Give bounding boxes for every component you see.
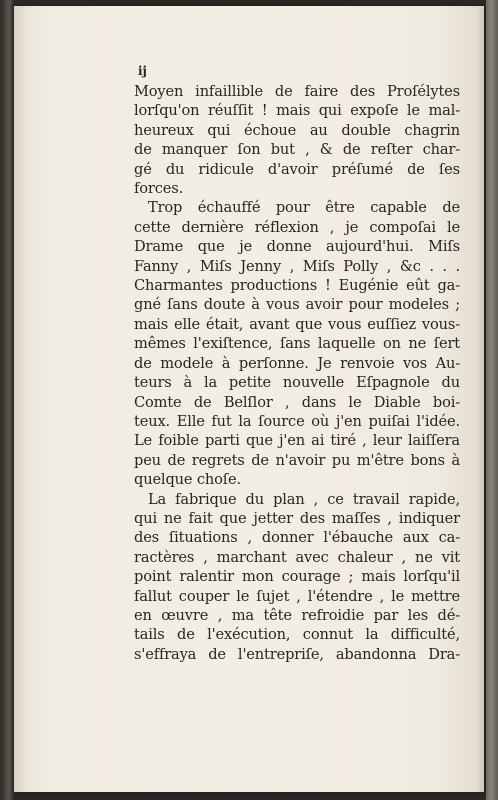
text-line: fallut couper le ſujet , l'étendre , le mettre — [134, 587, 460, 605]
text-line: Fanny , Miſs Jenny , Miſs Polly , &c . . . — [134, 257, 460, 275]
text-line: Moyen infaillible de faire des Proſélytes — [134, 83, 460, 100]
text-line: ractères , marchant avec chaleur , ne vit — [134, 548, 460, 566]
text-line: quelque choſe. — [134, 471, 241, 489]
text-line: teux. Elle fut la ſource où j'en puiſai l'idée. — [134, 412, 460, 430]
text-line: Charmantes productions ! Eugénie eût ga- — [134, 277, 460, 295]
text-line: s'effraya de l'entrepriſe, abandonna Dra- — [134, 645, 460, 663]
text-line: Drame que je donne aujourd'hui. Miſs — [134, 238, 460, 256]
text-line: point ralentir mon courage ; mais lorſqu'il — [134, 568, 460, 586]
text-line: La fabrique du plan , ce travail rapide, — [148, 490, 460, 508]
text-line: peu de regrets de n'avoir pu m'être bons à — [134, 451, 460, 469]
signature-mark: ij — [138, 64, 147, 78]
text-line: de modele à perſonne. Je renvoie vos Au- — [134, 354, 460, 372]
text-line: de manquer ſon but , & de reſter char- — [134, 141, 460, 159]
text-line: cette dernière réflexion , je compoſai le — [134, 218, 460, 236]
text-line: mêmes l'exiſtence, ſans laquelle on ne ſert — [134, 335, 460, 353]
text-line: gné ſans doute à vous avoir pour modeles ; — [134, 296, 460, 314]
text-line: teurs à la petite nouvelle Eſpagnole du — [134, 374, 460, 392]
text-line: Trop échauffé pour être capable de — [148, 199, 460, 217]
text-line: gé du ridicule d'avoir préſumé de ſes — [134, 160, 460, 178]
text-line: qui ne fait que jetter des maſſes , indiquer — [134, 509, 460, 527]
page-text — [134, 64, 460, 664]
text-line: mais elle était, avant que vous euſſiez vous- — [134, 315, 460, 333]
text-line: tails de l'exécution, connut la difficulté, — [134, 626, 460, 644]
text-line: forces. — [134, 180, 184, 198]
text-line: lorſqu'on réuſſit ! mais qui expoſe le mal- — [134, 102, 460, 120]
text-line: Le foible parti que j'en ai tiré , leur laiſſera — [134, 432, 460, 450]
text-line: en œuvre , ma tête refroidie par les dé- — [134, 606, 460, 624]
text-line: Comte de Belſlor , dans le Diable boi- — [134, 393, 460, 411]
text-line: heureux qui échoue au double chagrin — [134, 121, 460, 139]
book-edge — [486, 0, 498, 800]
text-line: des ſituations , donner l'ébauche aux ca- — [134, 529, 460, 547]
